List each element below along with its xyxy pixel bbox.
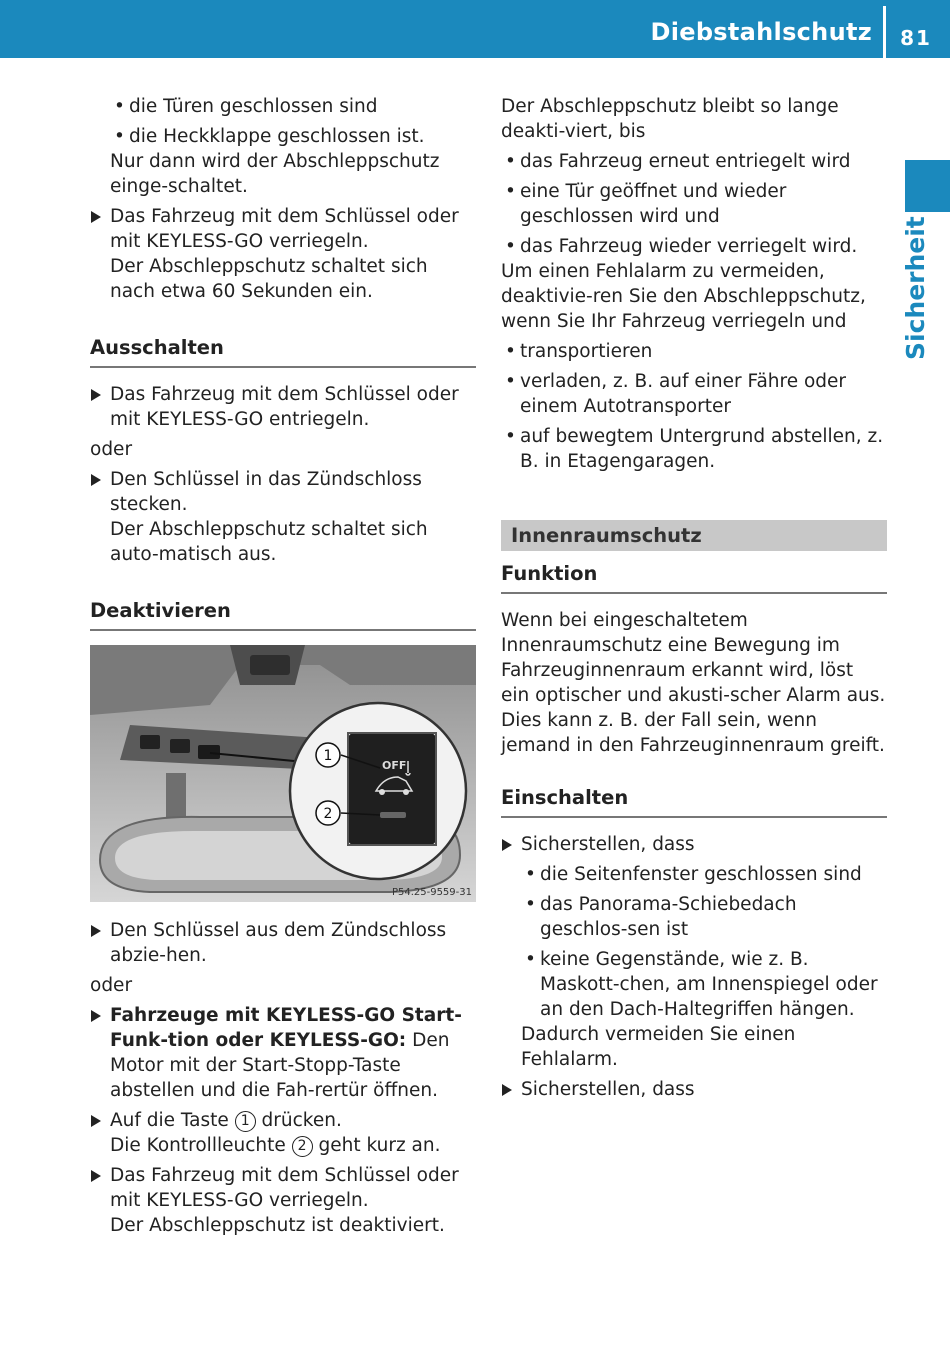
heading-einschalten: Einschalten — [501, 785, 887, 818]
instruction-step — [501, 1077, 887, 1102]
step-text: Sicherstellen, dass — [521, 834, 695, 855]
header-title: Diebstahlschutz — [650, 18, 872, 46]
paragraph: Um einen Fehlalarm zu vermeiden, deaktivie-ren Sie den Abschleppschutz, wenn Sie Ihr Fahrzeug verriegeln und — [501, 261, 866, 332]
note-text: Nur dann wird der Abschleppschutz einge-schaltet. — [110, 151, 440, 197]
step-arrow-icon — [502, 839, 512, 851]
list-item — [501, 339, 887, 364]
step-result-text: Der Abschleppschutz ist deaktiviert. — [110, 1215, 445, 1236]
left-column — [90, 94, 476, 1238]
list-item — [501, 369, 887, 419]
step-text: Das Fahrzeug mit dem Schlüssel oder mit KEYLESS-GO verriegeln. — [110, 206, 459, 252]
list-item — [110, 124, 476, 149]
step-arrow-icon — [502, 1084, 512, 1096]
list-item-text: auf bewegtem Untergrund abstellen, z. B. in Etagengaragen. — [520, 426, 884, 472]
bullet-dot: • — [505, 181, 516, 202]
heading-deaktivieren: Deaktivieren — [90, 598, 476, 631]
list-item — [501, 179, 887, 229]
instruction-step — [90, 1163, 476, 1238]
overhead-control-panel-figure — [90, 645, 476, 902]
step-condition-text: Fahrzeuge mit KEYLESS-GO Start-Funk-tion oder KEYLESS-GO: — [110, 1005, 462, 1051]
instruction-step — [501, 832, 887, 857]
instruction-step — [90, 1003, 476, 1103]
off-label: OFF — [382, 759, 407, 772]
list-item-text: das Fahrzeug wieder verriegelt wird. — [520, 236, 858, 257]
step-text: Das Fahrzeug mit dem Schlüssel oder mit KEYLESS-GO entriegeln. — [110, 384, 459, 430]
page-number: 81 — [900, 26, 932, 50]
step-text — [110, 1108, 476, 1133]
section-title-innenraumschutz: Innenraumschutz — [501, 520, 887, 551]
figure-code: P54.25-9559-31 — [391, 887, 472, 898]
step-text-part: Die Kontrollleuchte — [110, 1135, 292, 1156]
list-item-text: das Panorama-Schiebedach geschlos-sen ist — [540, 894, 797, 940]
step-text-part: geht kurz an. — [312, 1135, 441, 1156]
section-tab-marker — [905, 160, 950, 212]
step-text: Sicherstellen, dass — [521, 1079, 695, 1100]
step-text — [110, 1003, 476, 1103]
oder-text: oder — [90, 975, 133, 996]
list-item-text: keine Gegenstände, wie z. B. Maskott-chen, am Innenspiegel oder an den Dach-Haltegriffen hängen. — [540, 949, 878, 1020]
instruction-step — [90, 918, 476, 968]
bullet-dot: • — [525, 894, 536, 915]
bullet-dot: • — [505, 236, 516, 257]
bullet-dot: • — [525, 864, 536, 885]
instruction-step — [90, 467, 476, 567]
overhead-panel-illustration — [90, 645, 476, 902]
bullet-dot: • — [505, 426, 516, 447]
list-item — [110, 94, 476, 119]
list-item-text: das Fahrzeug erneut entriegelt wird — [520, 151, 851, 172]
list-item — [501, 149, 887, 174]
paragraph: Wenn bei eingeschaltetem Innenraumschutz eine Bewegung im Fahrzeuginnenraum erkannt wird, löst ein optischer und akusti-scher Alarm aus. Dies kann z. B. der Fall sein, wenn jemand in den Fahrzeuginnenraum greift. — [501, 610, 886, 756]
step-action-text: Den Motor mit der Start-Stopp-Taste abstellen und die Fah-rertür öffnen. — [110, 1030, 450, 1101]
header-divider — [883, 6, 886, 58]
side-section-label: Sicherheit — [901, 216, 930, 360]
step-text-part: drücken. — [255, 1110, 342, 1131]
bullet-dot: • — [505, 151, 516, 172]
oder-text: oder — [90, 439, 133, 460]
step-result-text: Der Abschleppschutz schaltet sich auto-matisch aus. — [110, 519, 428, 565]
step-arrow-icon — [91, 389, 101, 401]
note-text: Dadurch vermeiden Sie einen Fehlalarm. — [521, 1024, 796, 1070]
bullet-dot: • — [525, 949, 536, 970]
instruction-step — [90, 382, 476, 432]
list-item — [521, 862, 887, 887]
bullet-dot: • — [114, 126, 125, 147]
list-item-text: eine Tür geöffnet und wieder geschlossen wird und — [520, 181, 787, 227]
callout-2: 2 — [323, 806, 333, 822]
step-arrow-icon — [91, 1010, 101, 1022]
right-column — [501, 94, 887, 1102]
list-item — [501, 424, 887, 474]
list-item — [521, 892, 887, 942]
list-item — [501, 234, 887, 259]
heading-funktion: Funktion — [501, 561, 887, 594]
step-text: Den Schlüssel in das Zündschloss stecken. — [110, 469, 422, 515]
instruction-step — [90, 204, 476, 304]
bullet-dot: • — [505, 371, 516, 392]
step-text: Den Schlüssel aus dem Zündschloss abzie-hen. — [110, 920, 447, 966]
bullet-dot: • — [114, 96, 125, 117]
bullet-dot: • — [505, 341, 516, 362]
step-arrow-icon — [91, 211, 101, 223]
callout-ref-2: 2 — [292, 1136, 313, 1157]
step-result-text: Der Abschleppschutz schaltet sich nach etwa 60 Sekunden ein. — [110, 256, 428, 302]
page-header — [0, 0, 950, 58]
list-item-text: transportieren — [520, 341, 653, 362]
step-arrow-icon — [91, 1115, 101, 1127]
step-arrow-icon — [91, 1170, 101, 1182]
step-text: Das Fahrzeug mit dem Schlüssel oder mit KEYLESS-GO verriegeln. — [110, 1165, 459, 1211]
step-arrow-icon — [91, 474, 101, 486]
list-item-text: die Heckklappe geschlossen ist. — [129, 126, 425, 147]
step-text-part: Auf die Taste — [110, 1110, 235, 1131]
list-item-text: die Türen geschlossen sind — [129, 96, 378, 117]
list-item-text: verladen, z. B. auf einer Fähre oder einem Autotransporter — [520, 371, 847, 417]
callout-1: 1 — [323, 748, 333, 764]
heading-ausschalten: Ausschalten — [90, 335, 476, 368]
list-item-text: die Seitenfenster geschlossen sind — [540, 864, 862, 885]
callout-ref-1: 1 — [235, 1111, 256, 1132]
list-item — [521, 947, 887, 1022]
step-arrow-icon — [91, 925, 101, 937]
instruction-step — [90, 1108, 476, 1158]
step-result-text — [110, 1133, 476, 1158]
intro-text: Der Abschleppschutz bleibt so lange deakti-viert, bis — [501, 96, 839, 142]
